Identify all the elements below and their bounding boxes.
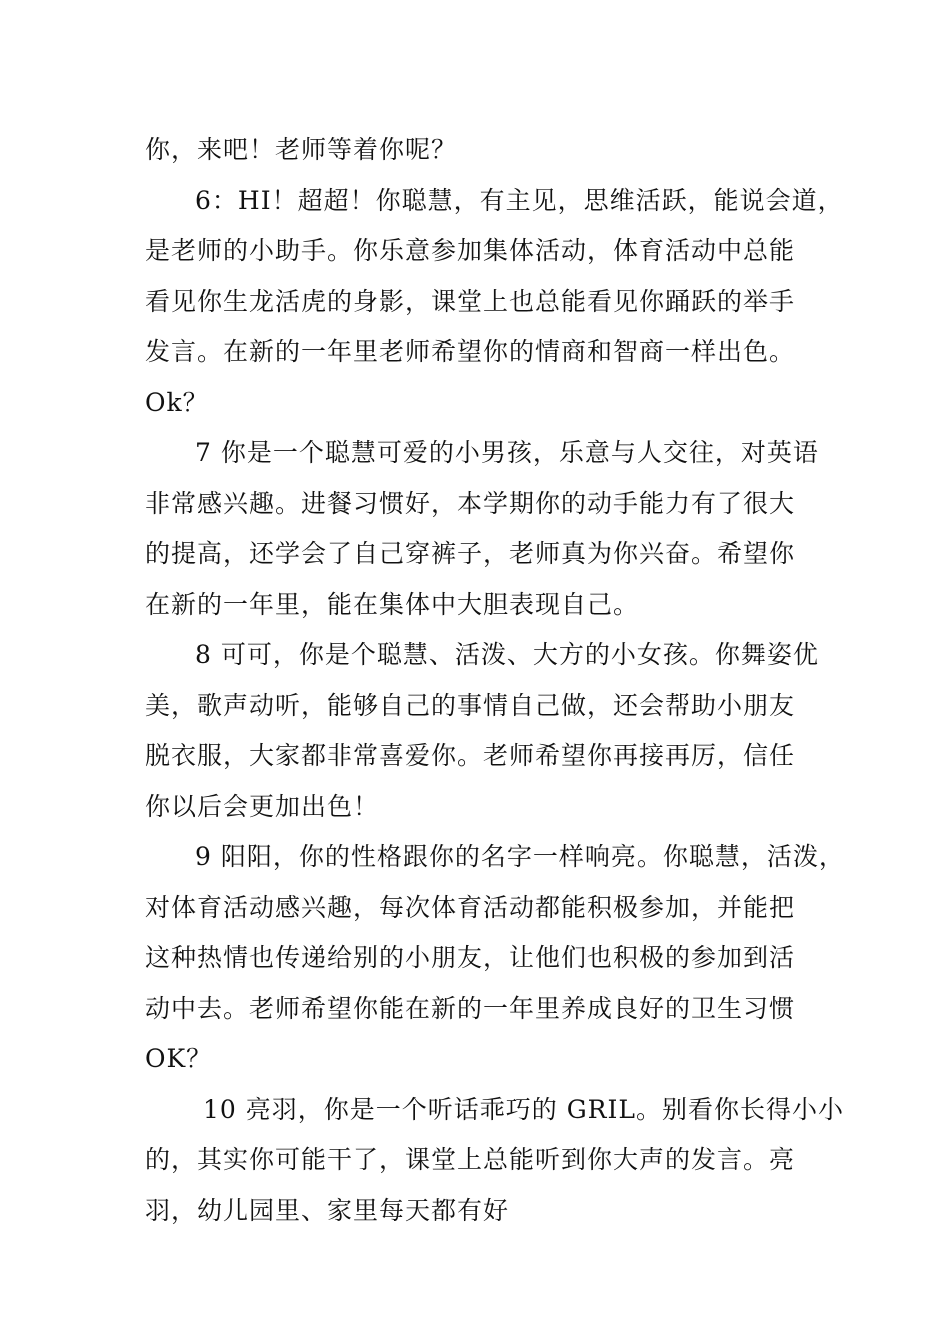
document-body [145, 125, 845, 1236]
text-line: 7 你是一个聪慧可爱的小男孩，乐意与人交往，对英语 [195, 438, 819, 467]
text-line: 是老师的小助手。你乐意参加集体活动，体育活动中总能 [145, 236, 796, 265]
text-line: 在新的一年里，能在集体中大胆表现自己。 [145, 589, 640, 619]
text-line: 非常感兴趣。进餐习惯好，本学期你的动手能力有了很大 [145, 488, 796, 518]
text-line: 脱衣服，大家都非常喜爱你。老师希望你再接再厉，信任 [145, 741, 796, 770]
text-line: 的提高，还学会了自己穿裤子，老师真为你兴奋。希望你 [145, 539, 796, 568]
text-line: 动中去。老师希望你能在新的一年里养成良好的卫生习惯 [145, 993, 796, 1023]
text-line: OK？ [145, 1044, 213, 1073]
text-line: 对体育活动感兴趣，每次体育活动都能积极参加，并能把 [145, 892, 796, 922]
text-line: 你以后会更加出色！ [145, 791, 380, 821]
text-line: 看见你生龙活虎的身影，课堂上也总能看见你踊跃的举手 [145, 286, 796, 316]
text-line: 9 阳阳，你的性格跟你的名字一样响亮。你聪慧，活泼， [195, 842, 845, 871]
text-line: 的，其实你可能干了，课堂上总能听到你大声的发言。亮 [145, 1145, 796, 1174]
text-line: 美，歌声动听，能够自己的事情自己做，还会帮助小朋友 [145, 690, 796, 720]
text-line: 6：HI！超超！你聪慧，有主见，思维活跃，能说会道， [195, 185, 844, 215]
text-line: 你，来吧！老师等着你呢？ [145, 135, 458, 164]
text-line: 发言。在新的一年里老师希望你的情商和智商一样出色。 [145, 337, 796, 366]
text-line: 10 亮羽，你是一个听话乖巧的 GRIL。别看你长得小小 [203, 1094, 844, 1124]
text-line: Ok？ [145, 387, 209, 417]
text-line: 羽，幼儿园里、家里每天都有好 [145, 1195, 510, 1225]
text-line: 这种热情也传递给别的小朋友，让他们也积极的参加到活 [145, 943, 796, 972]
text-line: 8 可可，你是个聪慧、活泼、大方的小女孩。你舞姿优 [195, 640, 819, 669]
